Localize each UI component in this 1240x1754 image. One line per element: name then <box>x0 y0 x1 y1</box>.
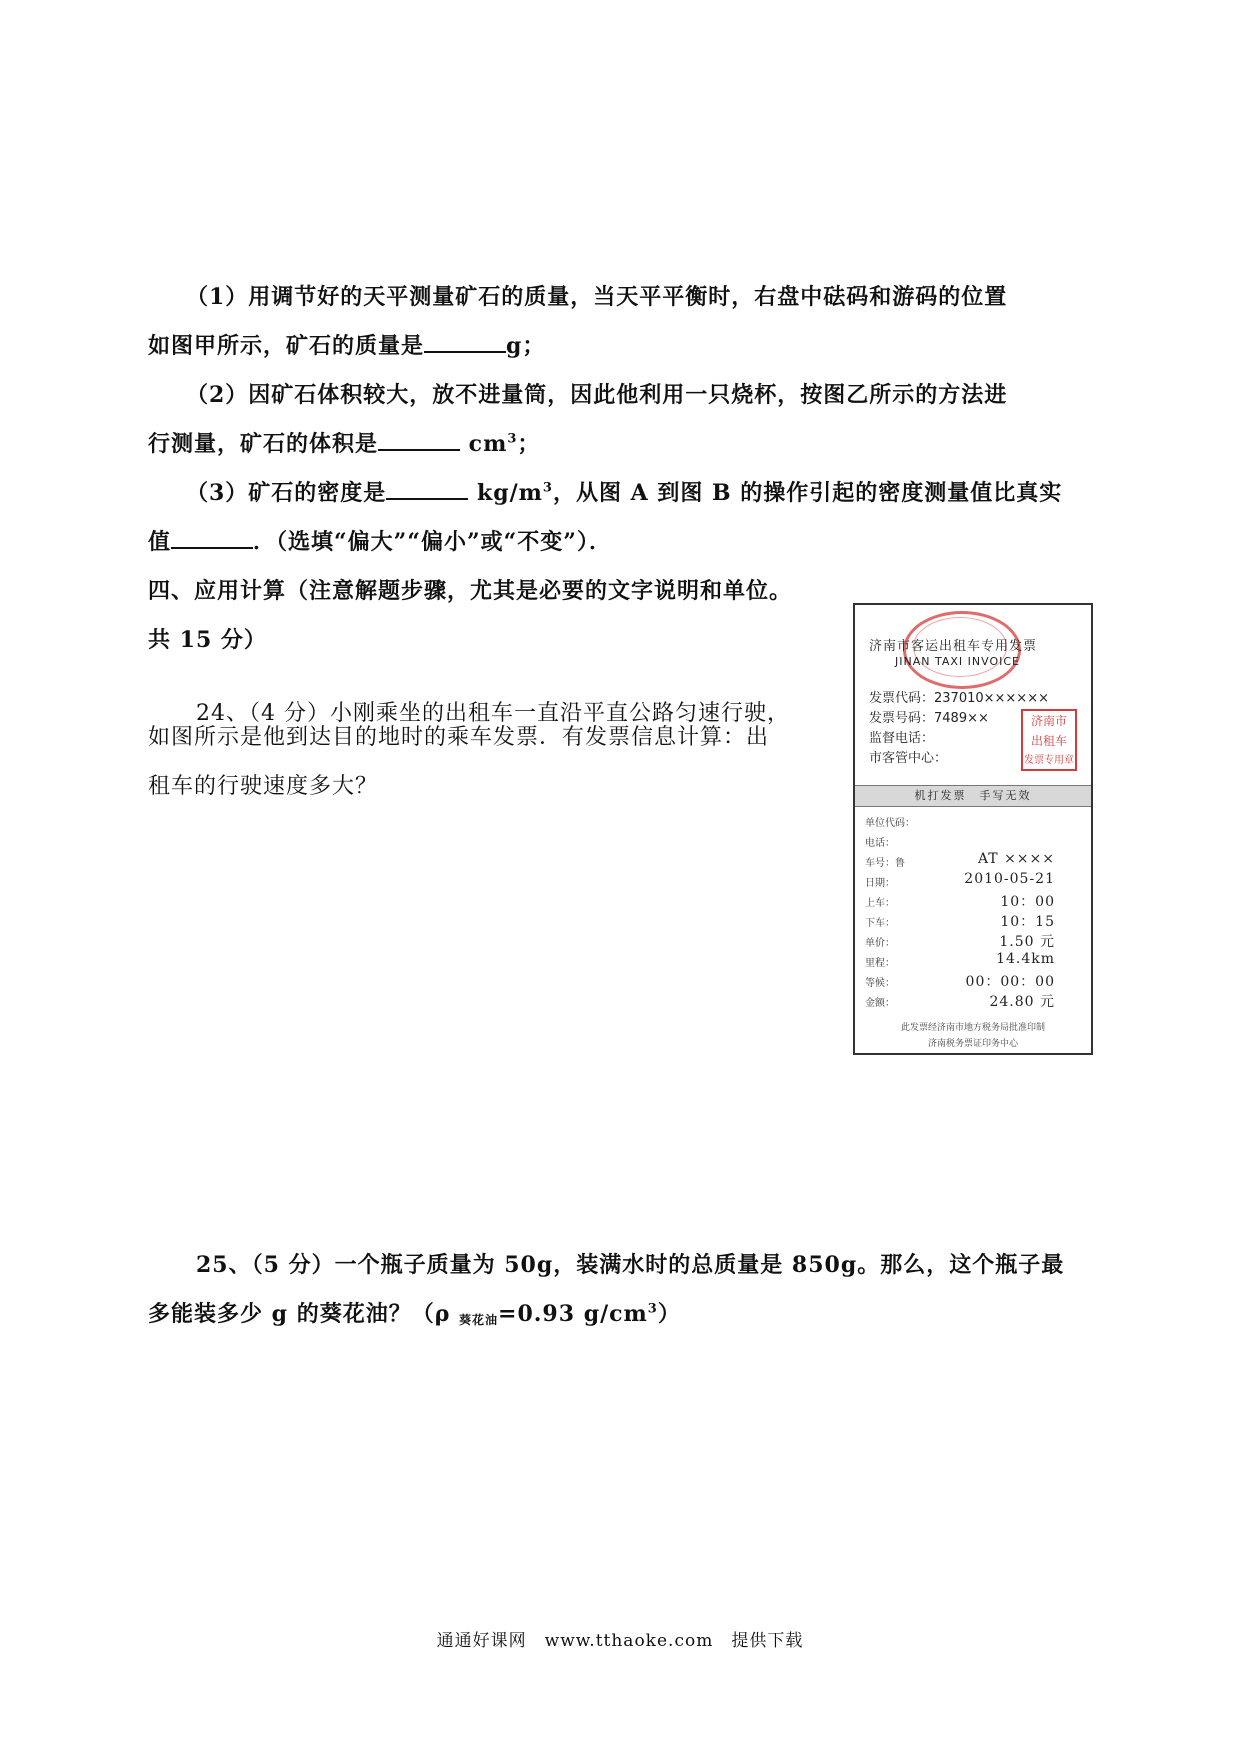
invoice-header <box>855 605 1091 785</box>
invoice-row <box>865 991 1085 1011</box>
invoice-row <box>865 911 1085 931</box>
stamp-line: 出租车 <box>1030 734 1067 748</box>
invoice-center: 市客管中心： <box>869 751 948 766</box>
q25-sup: 3 <box>647 1301 658 1317</box>
answer-blank <box>424 331 506 353</box>
q25-value: =0.93 g/cm <box>498 1301 648 1327</box>
row-value: 14.4km <box>996 951 1055 967</box>
invoice-row <box>865 831 1085 851</box>
invoice-row <box>865 971 1085 991</box>
row-label: 单位代码： <box>865 818 915 829</box>
row-label: 等候： <box>865 978 895 989</box>
q25-text: 多能装多少 g 的葵花油？（ρ <box>148 1301 459 1327</box>
q25-line1: 25、（5 分）一个瓶子质量为 50g，装满水时的总质量是 850g。那么，这个瓶子最 <box>196 1252 1065 1278</box>
invoice-footer-line: 此发票经济南市地方税务局批准印制 <box>900 1023 1045 1033</box>
row-label: 车号：鲁 <box>865 858 905 869</box>
row-value: AT ×××× <box>977 851 1055 867</box>
q23-part3-text: （3）矿石的密度是 <box>186 480 387 506</box>
taxi-invoice <box>853 603 1093 1055</box>
row-value: 2010-05-21 <box>964 871 1055 887</box>
q23-part2-line1: （2）因矿石体积较大，放不进量筒，因此他利用一只烧杯，按图乙所示的方法进 <box>186 382 1008 408</box>
q23-part1-text: 如图甲所示，矿石的质量是 <box>148 333 425 359</box>
q24-line2: 如图所示是他到达目的地时的乘车发票．有发票信息计算：出 <box>148 725 770 750</box>
invoice-body <box>865 811 1085 1011</box>
invoice-number: 发票号码：7489×× <box>869 711 989 726</box>
q23-part3-rest: ，从图 A 到图 B 的操作引起的密度测量值比真实 <box>552 480 1063 506</box>
q25-subscript: 葵花油 <box>459 1313 499 1327</box>
section-heading-line2: 共 15 分） <box>148 627 267 653</box>
invoice-stamp <box>1021 709 1077 771</box>
invoice-bar: 机打发票 手写无效 <box>855 785 1091 807</box>
row-label: 单价： <box>865 938 895 949</box>
row-value: 10：15 <box>1000 914 1055 930</box>
q23-part2-end: ； <box>517 431 541 457</box>
stamp-line: 发票专用章 <box>1024 755 1074 766</box>
invoice-phone: 监督电话： <box>869 731 935 746</box>
invoice-title: 济南市客运出租车专用发票 <box>869 639 1038 654</box>
q24-line3: 租车的行驶速度多大？ <box>148 774 379 799</box>
q23-part3-sup: 3 <box>542 480 553 496</box>
row-value: 10：00 <box>1000 894 1055 910</box>
invoice-row <box>865 871 1085 891</box>
invoice-row <box>865 931 1085 951</box>
q23-part3-options: ．（选填“偏大”“偏小”或“不变”）． <box>253 529 612 555</box>
invoice-row <box>865 891 1085 911</box>
invoice-code: 发票代码：237010×××××× <box>869 691 1049 706</box>
row-value: 24.80 元 <box>989 994 1055 1010</box>
row-value: 1.50 元 <box>999 934 1055 950</box>
row-value: 00：00：00 <box>965 974 1055 990</box>
answer-blank <box>386 478 468 500</box>
q23-part1-unit: g； <box>506 333 546 359</box>
row-label: 里程： <box>865 958 895 969</box>
q23-part3-line1 <box>186 476 1062 507</box>
q23-part3-text2: 值 <box>148 529 172 555</box>
invoice-footer <box>855 1020 1091 1052</box>
row-label: 日期： <box>865 878 895 889</box>
section-heading: 四、应用计算（注意解题步骤，尤其是必要的文字说明和单位。 <box>148 578 793 604</box>
row-label: 电话： <box>865 838 895 849</box>
q23-part2-line2 <box>148 427 540 458</box>
q23-part3-line2 <box>148 525 612 556</box>
q23-part1-line2 <box>148 329 545 360</box>
invoice-subtitle: JINAN TAXI INVOICE <box>895 655 1020 668</box>
page-footer: 通通好课网 www.tthaoke.com 提供下载 <box>436 1631 804 1651</box>
row-label: 上车： <box>865 898 895 909</box>
q23-part2-text: 行测量，矿石的体积是 <box>148 431 379 457</box>
invoice-row <box>865 811 1085 831</box>
q23-part2-unit: cm <box>460 431 508 457</box>
q23-part3-unit: kg/m <box>468 480 543 506</box>
q23-part2-sup: 3 <box>507 431 518 447</box>
invoice-footer-line: 济南税务票证印务中心 <box>927 1039 1018 1049</box>
invoice-row <box>865 951 1085 971</box>
answer-blank <box>378 429 460 451</box>
q25-line2 <box>148 1297 681 1328</box>
q25-end: ） <box>657 1301 681 1327</box>
q24-line1: 24、（4 分）小刚乘坐的出租车一直沿平直公路匀速行驶， <box>196 701 790 726</box>
q23-part1-line1: （1）用调节好的天平测量矿石的质量，当天平平衡时，右盘中砝码和游码的位置 <box>186 284 1008 310</box>
row-label: 下车： <box>865 918 895 929</box>
answer-blank <box>171 527 253 549</box>
stamp-line: 济南市 <box>1030 714 1067 728</box>
invoice-row <box>865 851 1085 871</box>
row-label: 金额： <box>865 998 895 1009</box>
